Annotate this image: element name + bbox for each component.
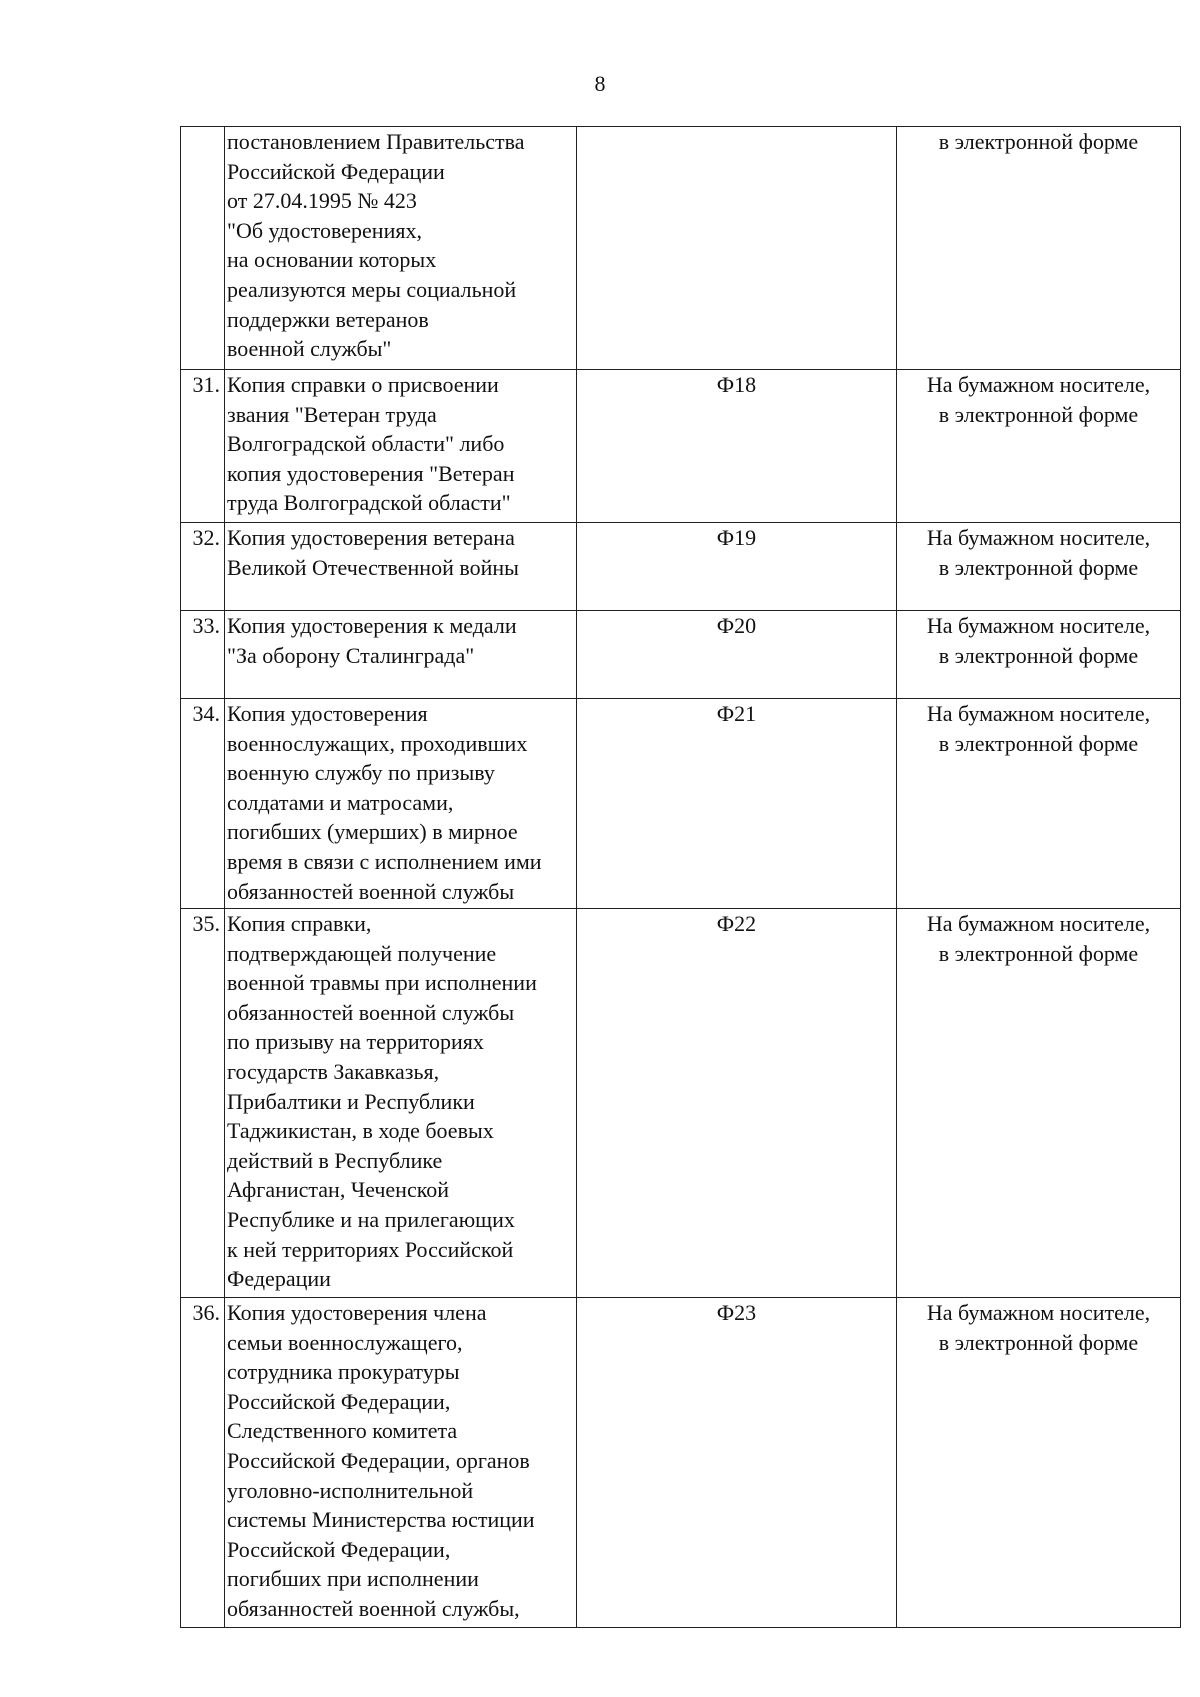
row-number: 35. — [181, 909, 225, 1298]
row-number: 32. — [181, 523, 225, 611]
documents-table — [180, 126, 1181, 1628]
document-code: Ф18 — [577, 370, 897, 523]
document-name-line: действий в Республике — [227, 1147, 443, 1173]
document-name-line: сотрудника прокуратуры — [227, 1359, 460, 1385]
document-name — [225, 127, 577, 370]
document-code: Ф19 — [577, 523, 897, 611]
document-name-line: Республике и на прилегающих — [227, 1206, 515, 1232]
submission-form-line: На бумажном носителе, — [926, 613, 1151, 638]
document-name-line: уголовно-исполнительной — [227, 1477, 474, 1503]
document-name-line: подтверждающей получение — [227, 940, 497, 966]
document-name-line: обязанностей военной службы — [227, 999, 515, 1025]
table-row — [181, 611, 1181, 699]
document-name-line: обязанностей военной службы — [227, 878, 515, 904]
document-code: Ф20 — [577, 611, 897, 699]
document-name-line: Копия удостоверения — [227, 701, 428, 726]
submission-form — [897, 370, 1181, 523]
document-name-line: Российской Федерации, — [227, 1536, 451, 1562]
document-name-line: Великой Отечественной войны — [227, 554, 519, 580]
document-code — [577, 127, 897, 370]
submission-form-line: в электронной форме — [938, 129, 1139, 154]
document-name-line: "За оборону Сталинграда" — [227, 642, 475, 668]
document-name-line: Российской Федерации — [227, 158, 445, 184]
submission-form-line: На бумажном носителе, — [926, 372, 1151, 397]
submission-form — [897, 909, 1181, 1298]
document-name-line: семьи военнослужащего, — [227, 1329, 463, 1355]
submission-form-line: в электронной форме — [938, 730, 1139, 756]
document-name-line: военной травмы при исполнении — [227, 970, 537, 996]
row-number: 36. — [181, 1298, 225, 1628]
row-number: 31. — [181, 370, 225, 523]
document-name-line: Копия удостоверения к медали — [227, 613, 517, 638]
document-name-line: системы Министерства юстиции — [227, 1507, 535, 1533]
submission-form-line: в электронной форме — [938, 642, 1139, 668]
document-name — [225, 699, 577, 909]
document-name-line: Прибалтики и Республики — [227, 1088, 475, 1114]
submission-form — [897, 1298, 1181, 1628]
document-name-line: Копия удостоверения ветерана — [227, 525, 515, 550]
document-name-line: Таджикистан, в ходе боевых — [227, 1118, 494, 1144]
submission-form-line: На бумажном носителе, — [926, 525, 1151, 550]
table-row — [181, 523, 1181, 611]
document-name-line: государств Закавказья, — [227, 1058, 440, 1084]
row-number: 33. — [181, 611, 225, 699]
table-row — [181, 699, 1181, 909]
document-name-line: поддержки ветеранов — [227, 306, 429, 332]
submission-form-line: На бумажном носителе, — [926, 1300, 1151, 1325]
document-name-line: солдатами и матросами, — [227, 789, 454, 815]
submission-form — [897, 699, 1181, 909]
document-name-line: Российской Федерации, органов — [227, 1447, 530, 1473]
document-name — [225, 523, 577, 611]
submission-form-line: в электронной форме — [938, 1329, 1139, 1355]
submission-form-line: в электронной форме — [938, 401, 1139, 427]
row-number — [181, 127, 225, 370]
document-name-line: труда Волгоградской области" — [227, 490, 511, 516]
document-name — [225, 909, 577, 1298]
document-name-line: от 27.04.1995 № 423 — [227, 188, 417, 214]
document-name-line: реализуются меры социальной — [227, 276, 517, 302]
table-row — [181, 909, 1181, 1298]
document-name-line: Копия справки, — [227, 911, 372, 936]
document-name-line: постановлением Правительства — [227, 129, 525, 154]
document-name — [225, 1298, 577, 1628]
document-name-line: копия удостоверения "Ветеран — [227, 460, 515, 486]
document-name-line: погибших при исполнении — [227, 1566, 479, 1592]
document-name-line: Афганистан, Чеченской — [227, 1177, 450, 1203]
submission-form-line: На бумажном носителе, — [926, 911, 1151, 936]
page-number: 8 — [594, 71, 606, 96]
table-row — [181, 370, 1181, 523]
document-name-line: по призыву на территориях — [227, 1029, 484, 1055]
document-name-line: военной службы" — [227, 336, 392, 362]
submission-form-line: в электронной форме — [938, 940, 1139, 966]
table-row — [181, 127, 1181, 370]
document-name — [225, 370, 577, 523]
submission-form — [897, 611, 1181, 699]
row-number: 34. — [181, 699, 225, 909]
document-code: Ф23 — [577, 1298, 897, 1628]
document-name-line: к ней территориях Российской — [227, 1236, 514, 1262]
document-name-line: Копия удостоверения члена — [227, 1300, 487, 1325]
document-name-line: время в связи с исполнением ими — [227, 848, 542, 874]
document-name-line: обязанностей военной службы, — [227, 1595, 520, 1621]
submission-form-line: На бумажном носителе, — [926, 701, 1151, 726]
document-name-line: Следственного комитета — [227, 1418, 458, 1444]
document-name-line: погибших (умерших) в мирное — [227, 819, 518, 845]
document-name-line: на основании которых — [227, 247, 437, 273]
document-name-line: Волгоградской области" либо — [227, 431, 505, 457]
document-name — [225, 611, 577, 699]
submission-form — [897, 523, 1181, 611]
document-name-line: Копия справки о присвоении — [227, 372, 499, 397]
document-name-line: Российской Федерации, — [227, 1388, 451, 1414]
document-name-line: военнослужащих, проходивших — [227, 730, 528, 756]
submission-form-line: в электронной форме — [938, 554, 1139, 580]
table-row — [181, 1298, 1181, 1628]
document-code: Ф22 — [577, 909, 897, 1298]
document-name-line: военную службу по призыву — [227, 760, 495, 786]
document-code: Ф21 — [577, 699, 897, 909]
document-name-line: Федерации — [227, 1266, 331, 1292]
document-name-line: звания "Ветеран труда — [227, 401, 437, 427]
submission-form — [897, 127, 1181, 370]
document-name-line: "Об удостоверениях, — [227, 217, 422, 243]
